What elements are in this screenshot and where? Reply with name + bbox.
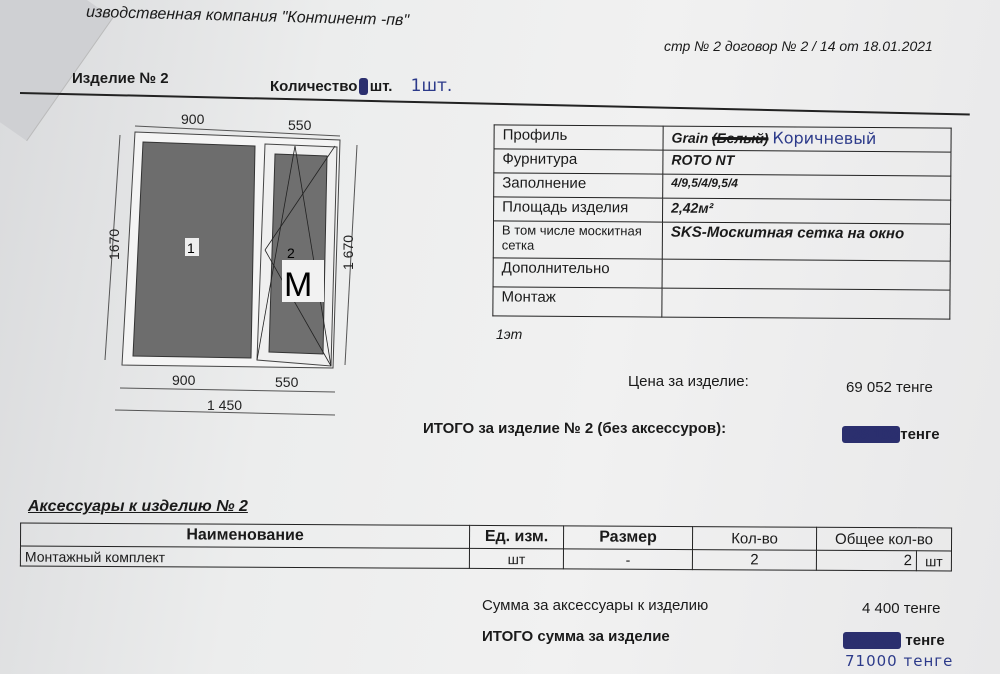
spec-value xyxy=(662,288,950,319)
spec-label: Дополнительно xyxy=(493,258,662,288)
page-reference: стр № 2 договор № 2 / 14 от 18.01.2021 xyxy=(664,38,933,54)
table-row xyxy=(20,546,951,571)
struck-color: (Белый) xyxy=(711,129,769,147)
dim-bottom-right: 550 xyxy=(275,374,299,390)
spec-table xyxy=(492,124,951,319)
pane-1-label: 1 xyxy=(187,240,195,256)
spec-row xyxy=(494,197,951,224)
accessories-title: Аксессуары к изделию № 2 xyxy=(28,498,248,515)
dim-left-height: 1670 xyxy=(106,228,122,260)
cell-total-unit: шт xyxy=(916,551,951,571)
quantity-field xyxy=(270,76,452,96)
quantity-label: Количество xyxy=(270,78,358,95)
product-title: Изделие № 2 xyxy=(72,70,169,87)
window-drawing xyxy=(95,110,375,420)
handwritten-grand-total: 71000 тенге xyxy=(845,652,954,670)
spec-row xyxy=(494,173,951,200)
spec-row-profile xyxy=(494,125,951,152)
spec-value: 2,42м² xyxy=(662,198,950,224)
spec-label: В том числе москитная сетка xyxy=(493,221,662,259)
col-total-qty: Общее кол-во xyxy=(816,527,951,551)
spec-label: Заполнение xyxy=(494,173,663,198)
mosquito-net-mark: M xyxy=(284,266,313,304)
company-name: изводственная компания "Континент -пв" xyxy=(85,3,410,30)
struck-total: 138 103 xyxy=(844,426,899,443)
total-currency: тенге xyxy=(900,426,940,443)
struck-quantity: 2 xyxy=(359,78,368,95)
spec-row xyxy=(493,258,950,290)
col-size: Размер xyxy=(563,526,692,550)
handwritten-quantity: 1шт. xyxy=(410,76,453,96)
price-value: 69 052 тенге xyxy=(846,379,933,396)
floor-note: 1эт xyxy=(496,326,523,342)
profile-value: Grain xyxy=(671,129,709,146)
accessories-sum-label: Сумма за аксессуары к изделию xyxy=(482,597,709,614)
cell-size: - xyxy=(563,549,692,570)
cell-unit: шт xyxy=(469,548,563,568)
grand-total-label: ИТОГО сумма за изделие xyxy=(482,628,670,645)
spec-value xyxy=(662,259,950,290)
dim-line-bottom xyxy=(120,388,335,392)
total-label: ИТОГО за изделие № 2 (без аксессуров): xyxy=(423,420,727,437)
col-name: Наименование xyxy=(20,523,469,548)
dim-total-width: 1 450 xyxy=(207,397,243,413)
spec-row xyxy=(493,221,950,261)
dim-bottom-left: 900 xyxy=(172,372,196,388)
spec-value: SKS-Москитная сетка на окно xyxy=(662,222,950,261)
grand-total-currency: тенге xyxy=(905,632,945,649)
grand-total-value xyxy=(843,632,945,649)
cell-name: Монтажный комплект xyxy=(20,546,469,568)
quantity-unit: шт. xyxy=(369,78,393,95)
spec-label: Фурнитура xyxy=(494,149,663,174)
total-value xyxy=(842,426,940,443)
pane-2-glass xyxy=(269,154,327,354)
col-unit: Ед. изм. xyxy=(469,525,563,548)
spec-value: ROTO NT xyxy=(663,150,951,176)
dim-top-left: 900 xyxy=(181,111,205,127)
pane-2-label: 2 xyxy=(287,245,295,261)
dim-top-right: 550 xyxy=(288,117,312,133)
col-qty: Кол-во xyxy=(692,527,816,551)
spec-value: 4/9,5/4/9,5/4 xyxy=(663,174,951,200)
accessories-table xyxy=(20,523,952,572)
handwritten-color: Коричневый xyxy=(772,128,877,149)
spec-label: Профиль xyxy=(494,125,663,150)
dim-right-height: 1 670 xyxy=(340,234,356,270)
cell-total-qty: 2 xyxy=(816,550,916,571)
spec-row xyxy=(493,287,950,319)
price-label: Цена за изделие: xyxy=(628,373,749,390)
spec-label: Площадь изделия xyxy=(494,197,663,222)
struck-grand-total: 142 503 xyxy=(845,632,900,649)
accessories-sum-value: 4 400 тенге xyxy=(862,600,941,617)
cell-qty: 2 xyxy=(692,550,816,571)
spec-value xyxy=(663,126,951,152)
spec-row xyxy=(494,149,951,176)
spec-label: Монтаж xyxy=(493,287,662,317)
